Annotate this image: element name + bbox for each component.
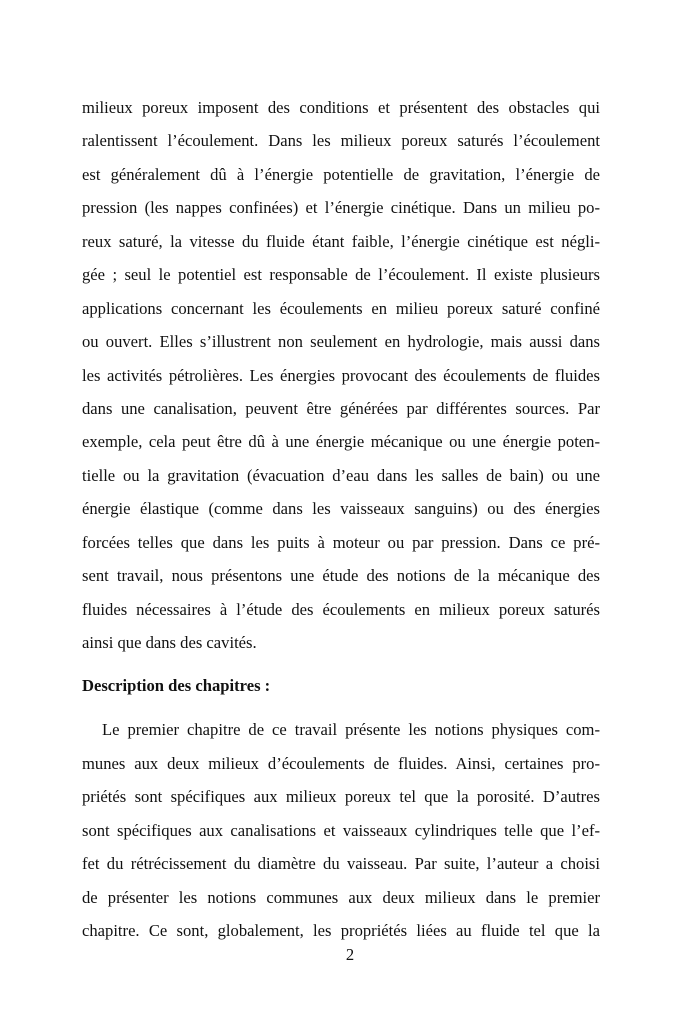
text-line: tielle ou la gravitation (évacuation d’eau dans les salles de bain) ou une: [82, 465, 600, 485]
text-line: milieux poreux imposent des conditions et présentent des obstacles qui: [82, 98, 600, 117]
page-number: 2: [345, 945, 355, 964]
text-line: priétés sont spécifiques aux milieux poreux tel que la porosité. D’autres: [82, 787, 600, 807]
text-line: de présenter les notions communes aux deux milieux dans le premier: [82, 887, 600, 907]
text-line: énergie élastique (comme dans les vaisseaux sanguins) ou des énergies: [82, 499, 600, 519]
text-line: chapitre. Ce sont, globalement, les propriétés liées au fluide tel que la: [82, 921, 600, 941]
text-line: est généralement dû à l’énergie potentielle de gravitation, l’énergie de: [82, 164, 600, 184]
text-line: dans une canalisation, peuvent être générées par différentes sources. Par: [82, 398, 600, 418]
text-line: pression (les nappes confinées) et l’énergie cinétique. Dans un milieu po-: [82, 198, 600, 218]
text-line: fet du rétrécissement du diamètre du vaisseau. Par suite, l’auteur a choisi: [82, 854, 600, 874]
text-line: reux saturé, la vitesse du fluide étant faible, l’énergie cinétique est négli-: [82, 231, 600, 251]
paragraph-chapters: [82, 718, 600, 952]
text-line: gée ; seul le potentiel est responsable de l’écoulement. Il existe plusieurs: [82, 265, 600, 285]
text-line: forcées telles que dans les puits à moteur ou par pression. Dans ce pré-: [82, 532, 600, 552]
section-heading: Description des chapitres :: [82, 676, 271, 696]
paragraph-intro: [82, 96, 600, 664]
text-line: sont spécifiques aux canalisations et vaisseaux cylindriques telle que l’ef-: [82, 820, 600, 840]
text-line: ainsi que dans des cavités.: [82, 633, 257, 652]
document-page: [82, 96, 600, 953]
text-line: ralentissent l’écoulement. Dans les milieux poreux saturés l’écoulement: [82, 131, 600, 151]
text-line: Le premier chapitre de ce travail présente les notions physiques com-: [102, 720, 600, 740]
text-line: ou ouvert. Elles s’illustrent non seulement en hydrologie, mais aussi dans: [82, 332, 600, 352]
text-line: munes aux deux milieux d’écoulements de fluides. Ainsi, certaines pro-: [82, 753, 600, 773]
text-line: exemple, cela peut être dû à une énergie mécanique ou une énergie poten-: [82, 432, 600, 452]
text-line: sent travail, nous présentons une étude des notions de la mécanique des: [82, 566, 600, 586]
text-line: les activités pétrolières. Les énergies provocant des écoulements de fluides: [82, 365, 600, 385]
text-line: applications concernant les écoulements en milieu poreux saturé confiné: [82, 298, 600, 318]
text-line: fluides nécessaires à l’étude des écoulements en milieux poreux saturés: [82, 599, 600, 619]
